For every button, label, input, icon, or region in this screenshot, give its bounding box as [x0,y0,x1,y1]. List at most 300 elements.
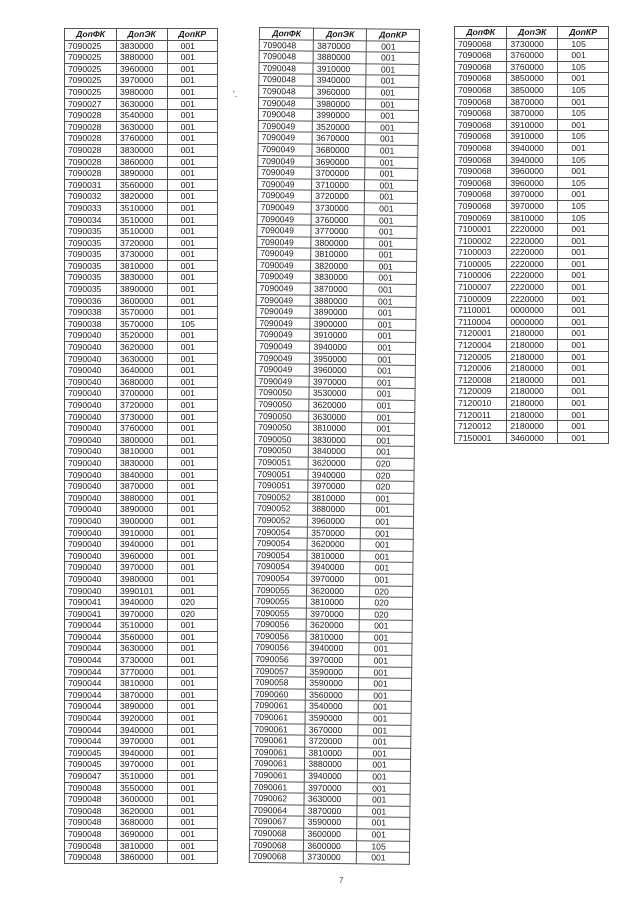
cell-dopfk: 7090025 [65,75,117,87]
cell-dopfk: 7090050 [254,433,309,445]
table-row [65,481,218,493]
cell-dopek: 3630000 [117,98,167,110]
cell-dopkr: 020 [361,458,414,470]
cell-dopfk: 7090049 [256,294,311,306]
cell-dopfk: 7090068 [250,827,305,839]
table-row [65,805,218,817]
cell-dopkr: 001 [167,214,218,226]
table-row [455,316,609,328]
cell-dopek: 3970000 [305,782,358,794]
cell-dopek: 3570000 [117,307,167,319]
cell-dopfk: 7090035 [65,237,117,249]
table-row [455,61,609,73]
cell-dopfk: 7090057 [252,665,307,677]
page-number: 7 [339,876,344,885]
table-row [455,108,609,120]
cell-dopkr: 001 [167,724,218,736]
cell-dopek: 3880000 [305,759,358,771]
table-row [65,295,218,307]
cell-dopfk: 7090040 [65,515,117,527]
cell-dopek: 3770000 [311,225,364,237]
cell-dopfk: 7090040 [65,585,117,597]
table-row [455,409,609,421]
cell-dopfk: 7090040 [65,469,117,481]
cell-dopek: 3830000 [117,40,167,52]
cell-dopfk: 7090027 [65,98,117,110]
cell-dopkr: 001 [167,179,218,191]
cell-dopkr: 001 [558,351,609,363]
cell-dopek: 3530000 [309,388,362,400]
cell-dopkr: 001 [558,363,609,375]
table-row [65,550,218,562]
table-row [65,759,218,771]
cell-dopek: 3810000 [308,492,361,504]
cell-dopkr: 001 [362,400,415,412]
cell-dopek: 3810000 [507,212,558,224]
cell-dopkr: 001 [167,434,218,446]
cell-dopfk: 7090061 [250,769,305,781]
cell-dopkr: 001 [366,87,419,99]
cell-dopfk: 7090048 [65,852,117,864]
table-row [65,388,218,400]
cell-dopfk: 7090050 [254,445,309,457]
cell-dopfk: 7090052 [253,514,308,526]
table-row [65,736,218,748]
cell-dopfk: 7090068 [455,50,507,62]
cell-dopek: 3970000 [308,480,361,492]
cell-dopkr: 105 [167,318,218,330]
cell-dopfk: 7120011 [455,409,507,421]
cell-dopkr: 001 [167,469,218,481]
cell-dopfk: 7090056 [252,654,307,666]
table-row [65,307,218,319]
cell-dopek: 3970000 [117,736,167,748]
cell-dopkr: 001 [167,121,218,133]
cell-dopek: 3620000 [117,342,167,354]
table-row [65,179,218,191]
cell-dopkr: 001 [359,632,412,644]
table-row [65,260,218,272]
cell-dopkr: 001 [167,133,218,145]
cell-dopkr: 001 [167,40,218,52]
cell-dopkr: 001 [365,145,418,157]
cell-dopkr: 001 [167,260,218,272]
cell-dopfk: 7120009 [455,386,507,398]
cell-dopek: 3620000 [309,399,362,411]
cell-dopkr: 001 [167,63,218,75]
cell-dopek: 3970000 [309,376,362,388]
cell-dopfk: 7090040 [65,411,117,423]
cell-dopkr: 105 [558,61,609,73]
table-row [455,166,609,178]
cell-dopkr: 001 [558,316,609,328]
cell-dopek: 3720000 [312,190,365,202]
cell-dopkr: 001 [558,73,609,85]
cell-dopkr: 001 [360,527,413,539]
table-row [65,133,218,145]
cell-dopkr: 001 [167,504,218,516]
cell-dopfk: 7090035 [65,260,117,272]
cell-dopek: 3830000 [311,272,364,284]
cell-dopkr: 001 [167,365,218,377]
cell-dopfk: 7120012 [455,421,507,433]
code-table-3 [454,26,609,444]
cell-dopek: 3590000 [305,712,358,724]
cell-dopkr: 001 [364,237,417,249]
table-row [65,655,218,667]
cell-dopfk: 7090049 [257,201,312,213]
cell-dopfk: 7090051 [254,456,309,468]
cell-dopkr: 001 [167,481,218,493]
table-row [65,457,218,469]
cell-dopfk: 7090040 [65,457,117,469]
cell-dopkr: 001 [167,620,218,632]
cell-dopkr: 001 [167,550,218,562]
cell-dopkr: 001 [167,840,218,852]
cell-dopkr: 001 [358,701,411,713]
cell-dopfk: 7090040 [65,481,117,493]
cell-dopfk: 7090048 [65,794,117,806]
cell-dopkr: 001 [167,689,218,701]
table-row [65,631,218,643]
cell-dopfk: 7090032 [65,191,117,203]
cell-dopfk: 7090049 [257,259,312,271]
cell-dopfk: 7090040 [65,539,117,551]
cell-dopek: 3970000 [507,189,558,201]
cell-dopek: 3970000 [117,608,167,620]
cell-dopkr: 001 [167,643,218,655]
cell-dopfk: 7090049 [256,306,311,318]
cell-dopek: 3970000 [117,759,167,771]
table-row [455,131,609,143]
table-row [65,469,218,481]
table-row [455,421,609,433]
cell-dopek: 3510000 [117,620,167,632]
cell-dopfk: 7090056 [252,642,307,654]
table-row [65,782,218,794]
cell-dopkr: 001 [167,144,218,156]
cell-dopkr: 001 [357,829,410,841]
cell-dopkr: 001 [360,539,413,551]
cell-dopkr: 001 [366,52,419,64]
cell-dopfk: 7090035 [65,249,117,261]
cell-dopkr: 001 [363,353,416,365]
cell-dopek: 3960000 [117,550,167,562]
cell-dopkr: 001 [167,631,218,643]
cell-dopek: 3560000 [306,689,359,701]
cell-dopek: 3880000 [310,295,363,307]
table-row [65,608,218,620]
cell-dopfk: 7090049 [258,132,313,144]
table-row [65,318,218,330]
cell-dopek: 3590000 [306,677,359,689]
cell-dopkr: 001 [167,736,218,748]
table-row [65,434,218,446]
table-row [65,86,218,98]
cell-dopfk: 7090040 [65,527,117,539]
cell-dopkr: 001 [167,562,218,574]
cell-dopfk: 7120006 [455,363,507,375]
header-dopkr: ДопКР [367,29,420,41]
cell-dopek: 2180000 [507,340,558,352]
cell-dopfk: 7090049 [257,213,312,225]
cell-dopek: 3670000 [305,724,358,736]
cell-dopfk: 7090061 [251,723,306,735]
table-row [455,328,609,340]
cell-dopkr: 001 [362,388,415,400]
cell-dopfk: 7090061 [251,711,306,723]
table-row [455,282,609,294]
cell-dopkr: 001 [167,585,218,597]
cell-dopfk: 7090044 [65,631,117,643]
cell-dopkr: 001 [167,202,218,214]
cell-dopek: 3560000 [117,179,167,191]
table-row [65,597,218,609]
cell-dopek: 3830000 [117,272,167,284]
cell-dopfk: 7090036 [65,295,117,307]
cell-dopfk: 7090049 [257,248,312,260]
cell-dopek: 3700000 [312,167,365,179]
table-row [455,374,609,386]
cell-dopek: 3840000 [309,446,362,458]
cell-dopkr: 105 [558,131,609,143]
cell-dopfk: 7090054 [253,572,308,584]
cell-dopkr: 001 [167,376,218,388]
cell-dopkr: 001 [167,168,218,180]
cell-dopek: 3620000 [308,457,361,469]
cell-dopkr: 001 [558,386,609,398]
cell-dopkr: 001 [167,52,218,64]
cell-dopfk: 7090054 [253,526,308,538]
cell-dopkr: 001 [364,249,417,261]
table-row [455,351,609,363]
cell-dopfk: 7090068 [455,166,507,178]
cell-dopek: 3810000 [307,550,360,562]
cell-dopek: 3970000 [306,654,359,666]
cell-dopfk: 7090052 [254,503,309,515]
cell-dopfk: 7090048 [259,51,314,63]
cell-dopfk: 7090049 [258,120,313,132]
table-row [65,724,218,736]
cell-dopkr: 105 [558,177,609,189]
cell-dopkr: 001 [167,747,218,759]
cell-dopek: 3870000 [507,108,558,120]
cell-dopkr: 001 [558,189,609,201]
table-row [65,284,218,296]
cell-dopek: 3600000 [117,794,167,806]
cell-dopkr: 001 [366,75,419,87]
cell-dopkr: 001 [167,852,218,864]
cell-dopek: 3600000 [117,295,167,307]
cell-dopkr: 001 [167,573,218,585]
cell-dopek: 3940000 [308,469,361,481]
cell-dopfk: 7090061 [250,758,305,770]
cell-dopek: 3960000 [310,364,363,376]
cell-dopkr: 001 [365,122,418,134]
cell-dopkr: 105 [558,212,609,224]
cell-dopek: 3880000 [117,492,167,504]
cell-dopek: 3880000 [308,503,361,515]
cell-dopfk: 7090054 [253,538,308,550]
cell-dopfk: 7090040 [65,388,117,400]
cell-dopkr: 001 [167,492,218,504]
cell-dopkr: 001 [558,119,609,131]
cell-dopfk: 7120005 [455,351,507,363]
cell-dopek: 3800000 [117,434,167,446]
cell-dopfk: 7100005 [455,258,507,270]
cell-dopkr: 001 [558,293,609,305]
cell-dopfk: 7090049 [258,178,313,190]
header-dopfk: ДопФК [65,29,117,41]
cell-dopkr: 001 [167,191,218,203]
cell-dopek: 3960000 [507,177,558,189]
table-row [455,340,609,352]
cell-dopfk: 7090040 [65,446,117,458]
cell-dopek: 3620000 [307,585,360,597]
cell-dopfk: 7090068 [455,84,507,96]
cell-dopfk: 7090038 [65,307,117,319]
cell-dopfk: 7090044 [65,655,117,667]
cell-dopfk: 7100006 [455,270,507,282]
cell-dopfk: 7090033 [65,202,117,214]
table-row [65,40,218,52]
cell-dopek: 3870000 [117,481,167,493]
cell-dopek: 3980000 [117,573,167,585]
cell-dopkr: 001 [362,377,415,389]
cell-dopkr: 020 [359,608,412,620]
cell-dopfk: 7090049 [257,190,312,202]
cell-dopek: 3800000 [311,237,364,249]
cell-dopek: 3940000 [306,643,359,655]
cell-dopfk: 7090049 [255,352,310,364]
cell-dopkr: 001 [558,258,609,270]
cell-dopfk: 7090054 [253,561,308,573]
cell-dopek: 3970000 [307,573,360,585]
cell-dopkr: 001 [363,295,416,307]
cell-dopkr: 001 [356,852,409,864]
cell-dopfk: 7090045 [65,747,117,759]
cell-dopfk: 7090068 [455,108,507,120]
cell-dopek: 3690000 [117,828,167,840]
table-row [65,423,218,435]
cell-dopfk: 7090055 [253,584,308,596]
table-row [65,353,218,365]
cell-dopfk: 7120008 [455,374,507,386]
table-row [455,177,609,189]
cell-dopfk: 7090048 [65,840,117,852]
cell-dopek: 3760000 [507,50,558,62]
cell-dopkr: 001 [558,50,609,62]
cell-dopfk: 7090064 [250,804,305,816]
cell-dopkr: 001 [365,191,418,203]
table-row [65,400,218,412]
cell-dopkr: 001 [167,342,218,354]
cell-dopfk: 7090028 [65,121,117,133]
cell-dopek: 3810000 [117,260,167,272]
cell-dopek: 3970000 [307,608,360,620]
cell-dopek: 3770000 [117,666,167,678]
cell-dopek: 3730000 [117,411,167,423]
table-row [65,713,218,725]
cell-dopkr: 001 [558,247,609,259]
cell-dopfk: 7090068 [249,839,304,851]
cell-dopek: 3960000 [313,86,366,98]
cell-dopfk: 7090049 [256,329,311,341]
cell-dopek: 3850000 [507,73,558,85]
table-row [455,258,609,270]
cell-dopfk: 7090049 [256,317,311,329]
table-row [455,200,609,212]
table-row [65,52,218,64]
cell-dopfk: 7090049 [258,143,313,155]
cell-dopkr: 001 [365,156,418,168]
cell-dopek: 2220000 [507,235,558,247]
cell-dopek: 2220000 [507,258,558,270]
cell-dopfk: 7090048 [258,109,313,121]
cell-dopek: 3510000 [117,214,167,226]
table-row [65,504,218,516]
table-row [65,376,218,388]
table-row [65,666,218,678]
cell-dopek: 3630000 [117,121,167,133]
cell-dopkr: 001 [358,713,411,725]
cell-dopkr: 001 [357,806,410,818]
cell-dopek: 3540000 [117,110,167,122]
table-row [65,272,218,284]
cell-dopek: 3510000 [117,202,167,214]
cell-dopek: 2220000 [507,247,558,259]
cell-dopek: 2180000 [507,351,558,363]
cell-dopfk: 7090040 [65,434,117,446]
cell-dopkr: 001 [362,423,415,435]
cell-dopfk: 7090049 [258,167,313,179]
cell-dopkr: 020 [361,481,414,493]
cell-dopfk: 7090041 [65,597,117,609]
cell-dopfk: 7120004 [455,340,507,352]
cell-dopfk: 7090054 [253,549,308,561]
cell-dopek: 3510000 [117,226,167,238]
cell-dopek: 3830000 [309,434,362,446]
cell-dopek: 3720000 [117,400,167,412]
cell-dopek: 3760000 [117,133,167,145]
table-row [65,226,218,238]
cell-dopkr: 001 [364,226,417,238]
cell-dopek: 3630000 [309,411,362,423]
cell-dopkr: 001 [360,562,413,574]
cell-dopfk: 7090044 [65,701,117,713]
cell-dopkr: 001 [366,40,419,52]
table-row [65,446,218,458]
cell-dopek: 3630000 [304,793,357,805]
cell-dopek: 3880000 [117,52,167,64]
table-row [455,305,609,317]
cell-dopek: 3940000 [117,724,167,736]
cell-dopkr: 105 [558,200,609,212]
header-dopek: ДопЭК [314,28,367,40]
cell-dopfk: 7090040 [65,342,117,354]
cell-dopek: 3960000 [308,515,361,527]
cell-dopfk: 7090061 [251,746,306,758]
cell-dopek: 3870000 [311,283,364,295]
cell-dopfk: 7120001 [455,328,507,340]
cell-dopfk: 7090028 [65,133,117,145]
cell-dopkr: 001 [361,504,414,516]
cell-dopfk: 7090060 [251,688,306,700]
cell-dopek: 3880000 [313,51,366,63]
table-row [65,678,218,690]
cell-dopfk: 7090044 [65,678,117,690]
table-row [65,144,218,156]
